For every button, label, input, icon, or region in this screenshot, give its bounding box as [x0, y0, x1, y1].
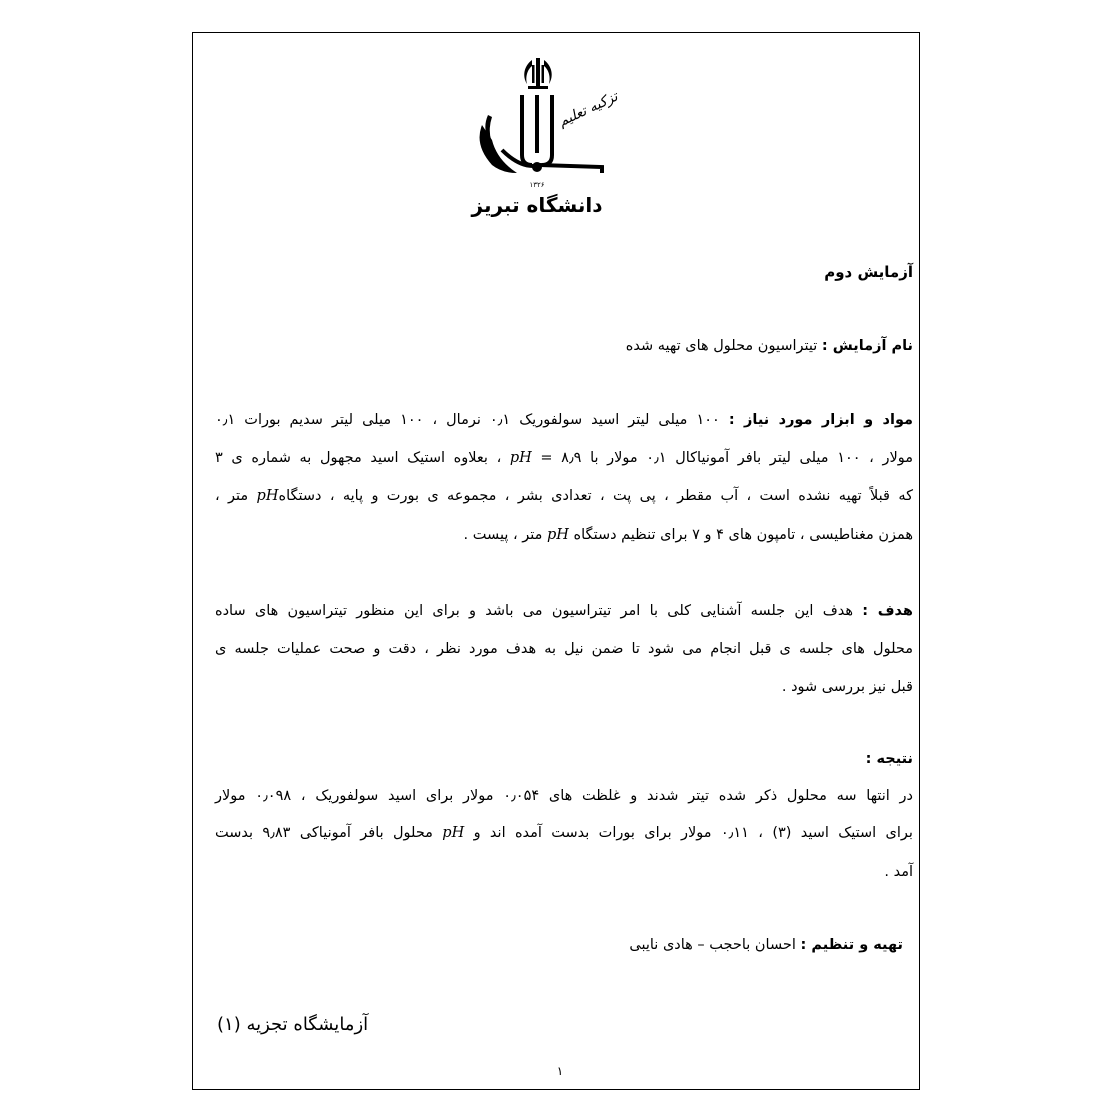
- page-number: ۱: [556, 1064, 564, 1078]
- materials-ph-1: pH: [509, 450, 532, 466]
- materials-text-4a: همزن مغناطیسی ، تامپون های ۴ و ۷ برای تنظیم دستگاه: [568, 527, 913, 543]
- materials-line-2: [215, 450, 913, 466]
- goal-text-1: هدف این جلسه آشنایی کلی با امر تیتراسیون می باشد و برای این منظور تیتراسیون های ساده: [215, 603, 863, 619]
- goal-line-2: [215, 641, 913, 657]
- materials-text-2b: = ۸٫۹ ، بعلاوه استیک اسید مجهول به شماره ی ۳: [215, 450, 582, 466]
- materials-line-4: [215, 527, 913, 543]
- materials-label: مواد و ابزار مورد نیاز :: [728, 412, 914, 428]
- experiment-name-label: نام آزمایش :: [821, 338, 913, 354]
- goal-label: هدف :: [862, 603, 913, 619]
- materials-ph-2: pH: [256, 488, 279, 504]
- result-text-1: در انتها سه محلول ذکر شده تیتر شدند و غلظت های ۰٫۰۵۴ مولار برای اسید سولفوریک ، ۰٫۰۹۸ مولار: [215, 788, 914, 804]
- result-label: نتیجه :: [865, 751, 913, 767]
- author-label: تهیه و تنظیم :: [800, 937, 903, 953]
- materials-text-3b: متر ،: [215, 488, 257, 504]
- result-line-2: [215, 825, 913, 841]
- logo-university-name: دانشگاه تبریز: [471, 193, 603, 217]
- materials-line-1: [215, 412, 913, 428]
- result-text-3: آمد .: [884, 864, 913, 880]
- experiment-name-value: تیتراسیون محلول های تهیه شده: [625, 338, 822, 354]
- materials-ph-3: pH: [547, 527, 569, 543]
- experiment-name: [215, 338, 913, 354]
- logo-motto: تزکیه تعلیم: [556, 88, 621, 131]
- result-line-1: [215, 788, 913, 804]
- materials-text-2a: مولار ، ۱۰۰ میلی لیتر بافر آمونیاکال ۰٫۱ مولار با: [581, 450, 913, 466]
- page-heading: آزمایش دوم: [824, 263, 913, 281]
- goal-text-2: محلول های جلسه ی قبل انجام می شود تا ضمن نیل به هدف مورد نظر ، دقت و صحت عملیات جلسه ی: [215, 641, 913, 657]
- logo-year: ۱۳۲۶: [529, 181, 545, 189]
- author-line: [215, 937, 903, 953]
- author-value: احسان باحجب – هادی نایبی: [629, 937, 801, 953]
- result-line-3: [215, 864, 913, 880]
- result-text-2b: محلول بافر آمونیاکی ۹٫۸۳ بدست: [215, 825, 443, 841]
- materials-text-4b: متر ، پیست .: [463, 527, 547, 543]
- lab-name-footer: آزمایشگاه تجزیه (۱): [217, 1014, 369, 1035]
- result-ph: pH: [442, 825, 465, 841]
- materials-text-3a: که قبلاً تهیه نشده است ، آب مقطر ، پی پت ، تعدادی بشر ، مجموعه ی بورت و پایه ، دستگاه: [278, 488, 913, 504]
- university-logo: [462, 55, 622, 220]
- result-text-2a: برای استیک اسید (۳) ، ۰٫۱۱ مولار برای بورات بدست آمده اند و: [464, 825, 913, 841]
- goal-line-1: [215, 603, 913, 619]
- goal-text-3: قبل نیز بررسی شود .: [781, 679, 913, 695]
- materials-text-1: ۱۰۰ میلی لیتر اسید سولفوریک ۰٫۱ نرمال ، ۱۰۰ میلی لیتر سدیم بورات ۰٫۱: [215, 412, 729, 428]
- iran-emblem-icon: [524, 58, 551, 89]
- goal-line-3: [215, 679, 913, 695]
- materials-line-3: [215, 488, 913, 504]
- result-heading: [215, 751, 913, 767]
